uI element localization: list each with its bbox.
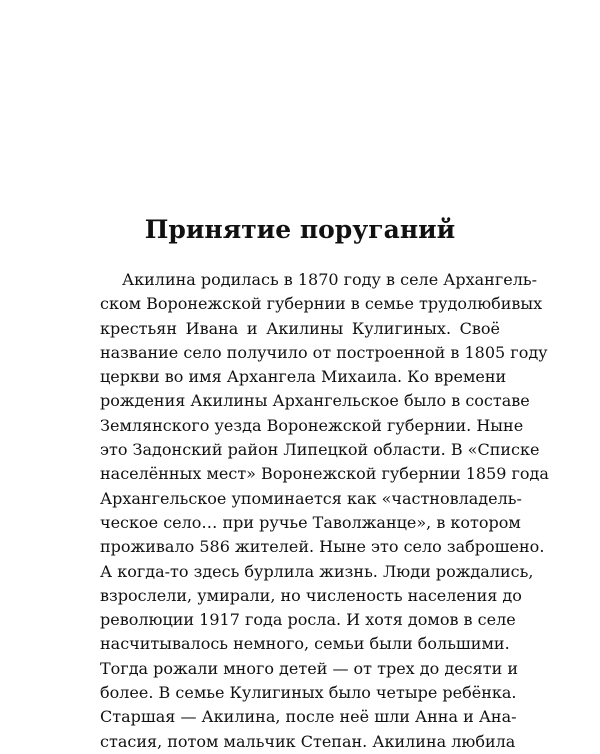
text-line: крестьян Ивана и Акилины Кулигиных. Своё bbox=[100, 318, 500, 338]
text-line: церкви во имя Архангела Михаила. Ко времени bbox=[100, 367, 507, 387]
text-line: рождения Акилины Архангельское было в составе bbox=[100, 391, 530, 411]
text-line: насчитывалось немного, семьи были большими. bbox=[100, 634, 510, 654]
chapter-title: Принятие поруганий bbox=[144, 215, 456, 244]
text-line: населённых мест» Воронежской губернии 1859 года bbox=[100, 464, 549, 484]
text-line: Архангельское упоминается как «частновладель- bbox=[100, 488, 522, 508]
text-line: более. В семье Кулигиных было четыре ребёнка. bbox=[100, 683, 517, 703]
text-line: Землянского уезда Воронежской губернии. Ныне bbox=[100, 415, 524, 435]
text-line: это Задонский район Липецкой области. В «Списке bbox=[100, 440, 540, 460]
text-line: название село получило от построенной в 1805 году bbox=[100, 342, 548, 362]
text-line: Акилина родилась в 1870 году в селе Архангель- bbox=[122, 270, 537, 289]
text-line: ческое село… при ручье Таволжанце», в котором bbox=[100, 512, 521, 532]
text-line: взрослели, умирали, но численость населения до bbox=[100, 585, 522, 605]
text-line: Старшая — Акилина, после неё шли Анна и Ана- bbox=[100, 707, 517, 727]
text-line: проживало 586 жителей. Ныне это село заброшено. bbox=[100, 537, 545, 557]
text-line: революции 1917 года росла. И хотя домов в селе bbox=[100, 610, 516, 630]
body-paragraph bbox=[100, 268, 549, 754]
text-line: ском Воронежской губернии в семье трудолюбивых bbox=[100, 294, 543, 314]
text-line: Тогда рожали много детей — от трех до десяти и bbox=[100, 658, 518, 678]
text-line: А когда-то здесь бурлила жизнь. Люди рождались, bbox=[100, 561, 534, 581]
text-line: стасия, потом мальчик Степан. Акилина любила bbox=[100, 731, 516, 751]
